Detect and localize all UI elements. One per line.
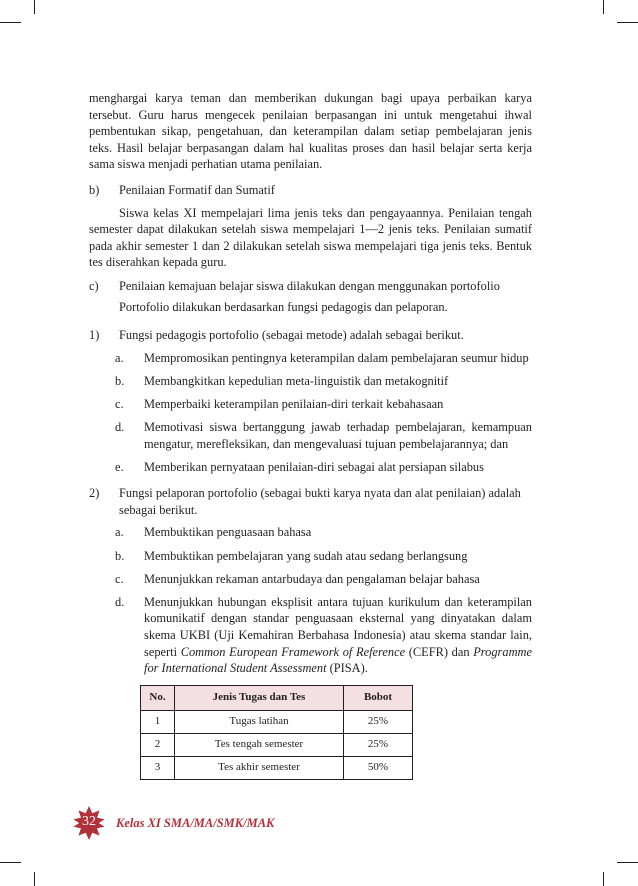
pedagogic-function-list: [89, 350, 532, 476]
italic-term: Programme for International Student Assessment: [144, 644, 532, 676]
italic-term: Common European Framework of Reference: [180, 644, 406, 659]
crop-mark: [34, 0, 35, 14]
section-b-heading: [89, 182, 532, 199]
list-item: [89, 548, 532, 565]
text-run: (PISA).: [326, 661, 368, 676]
table-row: [141, 710, 413, 733]
table-header-cell: Jenis Tugas dan Tes: [175, 685, 344, 710]
crop-mark: [603, 0, 604, 14]
intro-paragraph: menghargai karya teman dan memberikan dukungan bagi upaya perbaikan karya tersebut. Guru harus mengecek penilaian berpasangan ini untuk mengetahui ihwal pembentukan sikap, pengetahuan, dan keterampilan dalam setiap pembelajaran jenis teks. Hasil belajar berpasangan dalam hal kualitas proses dan hasil belajar serta kerja sama siswa menjadi perhatian utama penilaian.: [89, 91, 532, 172]
list-marker: c.: [115, 571, 124, 586]
table-header-cell: Bobot: [344, 685, 413, 710]
section-title: Penilaian Formatif dan Sumatif: [119, 182, 275, 197]
list-item-text: Memberikan pernyataan penilaian-diri sebagai alat persiapan silabus: [144, 459, 484, 474]
section-marker: 1): [89, 328, 100, 343]
table-header-cell: No.: [141, 685, 175, 710]
list-marker: a.: [115, 350, 124, 365]
list-item: [89, 594, 532, 677]
list-item-text: [144, 595, 532, 675]
section-2-heading: [89, 485, 532, 518]
list-item: [89, 524, 532, 541]
list-marker: d.: [115, 594, 125, 609]
page-number: 32: [82, 814, 96, 829]
page-number-badge: [72, 806, 106, 840]
list-marker: b.: [115, 373, 125, 388]
list-marker: b.: [115, 548, 125, 563]
crop-mark: [603, 872, 604, 886]
list-item-text: Membuktikan penguasaan bahasa: [144, 525, 312, 540]
list-item-text: Membangkitkan kepedulian meta-linguistik dan metakognitif: [144, 373, 449, 388]
table-row: [141, 756, 413, 779]
section-title: Penilaian kemajuan belajar siswa dilakukan dengan menggunakan portofolio: [119, 278, 500, 293]
list-item: [89, 419, 532, 452]
section-title: Fungsi pedagogis portofolio (sebagai metode) adalah sebagai berikut.: [119, 328, 464, 343]
crop-mark: [34, 872, 35, 886]
crop-mark: [617, 22, 638, 23]
table-cell: 1: [141, 710, 175, 733]
text-run: (CEFR) dan: [405, 644, 474, 659]
list-marker: d.: [115, 420, 125, 434]
table-cell: 2: [141, 733, 175, 756]
section-title: Fungsi pelaporan portofolio (sebagai bukti karya nyata dan alat penilaian) adalah sebagai berikut.: [119, 486, 521, 517]
list-marker: a.: [115, 525, 124, 540]
list-item: [89, 373, 532, 390]
page-content: [89, 90, 532, 780]
list-item: [89, 571, 532, 588]
weighting-table: [140, 685, 413, 780]
crop-mark: [0, 22, 21, 23]
table-cell: 3: [141, 756, 175, 779]
reporting-function-list: [89, 524, 532, 676]
table-row: [141, 733, 413, 756]
list-item-text: Menunjukkan rekaman antarbudaya dan pengalaman belajar bahasa: [144, 571, 480, 586]
table-cell: Tes tengah semester: [175, 733, 344, 756]
footer-title: Kelas XI SMA/MA/SMK/MAK: [116, 815, 275, 830]
list-marker: e.: [115, 459, 124, 474]
list-item: [89, 350, 532, 367]
list-item: [89, 459, 532, 476]
table-header-row: [141, 685, 413, 710]
list-item: [89, 396, 532, 413]
table-cell: 50%: [344, 756, 413, 779]
table-cell: Tes akhir semester: [175, 756, 344, 779]
list-item-text: Membuktikan pembelajaran yang sudah atau sedang berlangsung: [144, 548, 468, 563]
section-c-body: Portofolio dilakukan berdasarkan fungsi pedagogis dan pelaporan.: [119, 299, 448, 314]
text-run: Menunjukkan hubungan eksplisit antara tujuan kurikulum dan keterampilan komunikatif dengan standar penguasaan eksternal yang dinyatakan dalam skema UKBI (Uji Kemahiran Berbahasa Indonesia) atau skema standar lain, seperti: [144, 594, 532, 659]
list-item-text: Memotivasi siswa bertanggung jawab terhadap pembelajaran, kemampuan mengatur, merefleksikan, dan mengevaluasi tujuan pembelajarannya; dan: [144, 420, 532, 451]
section-marker: b): [89, 182, 100, 197]
list-item-text: Mempromosikan pentingnya keterampilan dalam pembelajaran seumur hidup: [144, 350, 529, 365]
table-cell: Tugas latihan: [175, 710, 344, 733]
crop-mark: [0, 862, 21, 863]
section-b-body: Siswa kelas XI mempelajari lima jenis teks dan pengayaannya. Penilaian tengah semester dapat dilakukan setelah siswa mempelajari 1—2 jenis teks. Penilaian sumatif pada akhir semester 1 dan 2 dilakukan setelah siswa mempelajari tiga jenis teks. Bentuk tes diserahkan kepada guru.: [89, 205, 532, 270]
section-marker: c): [89, 278, 99, 293]
crop-mark: [617, 862, 638, 863]
list-item-text: Memperbaiki keterampilan penilaian-diri terkait kebahasaan: [144, 396, 444, 411]
section-c-heading: [89, 278, 532, 295]
section-marker: 2): [89, 486, 100, 501]
page-footer: [72, 806, 274, 840]
list-marker: c.: [115, 396, 124, 411]
table-cell: 25%: [344, 733, 413, 756]
table-cell: 25%: [344, 710, 413, 733]
section-1-heading: [89, 327, 532, 344]
